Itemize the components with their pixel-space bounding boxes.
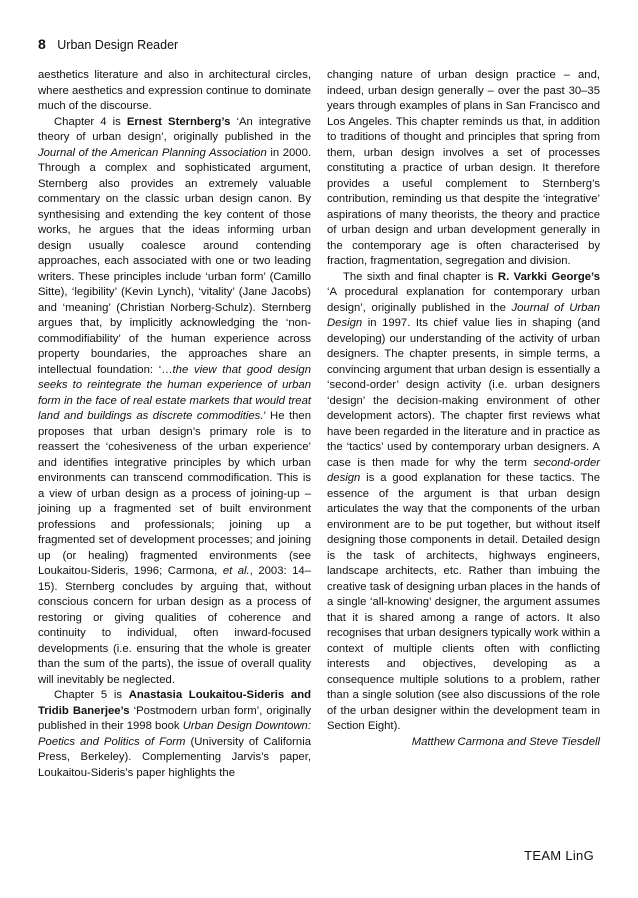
paragraph xyxy=(38,115,311,689)
page-number: 8 xyxy=(38,36,46,52)
running-header xyxy=(38,36,178,52)
paragraph: aesthetics literature and also in architectural circles, where aesthetics and expression continue to dominate much of the discourse. xyxy=(38,69,311,112)
text-run: in 1997. Its chief value lies in shaping (and developing) our understanding of the activity of urban designers. The chapter presents, in simple terms, a convincing argument that urban design is essentially a ‘second-order’ design activity (i.e. urban designers ‘design’ the decision-making environment of other development actors). The chapter first reviews what have been regarded in the literature and in practice as the ‘tactics’ used by contemporary urban designers. A case is then made for why the term xyxy=(327,317,600,469)
bold-run: R. Varkki George’s xyxy=(497,270,601,283)
italic-run: et al. xyxy=(222,565,250,577)
paragraph xyxy=(38,688,311,781)
text-run: ‘A procedural explanation for contemporary urban design’, originally published in the xyxy=(327,286,600,314)
italic-run: the view that good design seeks to reintegrate the human experience of urban form in the face of real estate markets that would treat land and buildings as discrete commodities. xyxy=(38,363,312,422)
text-run: ‘An integrative theory of urban design’, originally published in the xyxy=(38,115,311,143)
italic-run: Journal of the American Planning Association xyxy=(38,146,267,159)
text-run: Chapter 4 is xyxy=(54,115,127,128)
text-run: (University of California Press, Berkeley). Complementing Jarvis’s paper, Loukaitou-Sideris’s paper highlights the xyxy=(38,735,311,779)
paragraph xyxy=(327,270,600,735)
right-column xyxy=(327,68,600,750)
text-run: ’ He then proposes that urban design’s primary role is to reassert the ‘cohesiveness of the urban experience’ and identifies integrative principles by which urban environments can transcend commodification. This is a view of urban design as a process of joining-up – joining up a fragmented set of built environment professions and professionals; joining up a fragmented set of development processes; and joining up (or healing) fragmented environments (see Loukaitou-Sideris, 1996; Carmona, xyxy=(38,410,311,577)
text-run: is a good explanation for these tactics. The essence of the argument is that urban design articulates the way that the components of the urban environment are to be put together, but without itself designing those components in detail. Detailed design is the task of architects, highways engineers, landscape architects, etc. Rather than imbuing the creative task of designing urban places in the hands of a single ‘all-knowing’ designer, the argument assumes that it is shared among a range of actors. It also recognises that urban designers typically work within a context of multiple clients often with conflicting interests and objectives, developing as a consequence multiple solutions to a problem, rather than a single solution (see also discussions of the role of the urban designer within the development team in Section Eight). xyxy=(327,472,600,732)
text-run: ‘Postmodern urban form’, originally published in their 1998 book xyxy=(38,704,311,732)
bold-run: Ernest Sternberg’s xyxy=(126,115,231,128)
footer-watermark: TEAM LinG xyxy=(524,848,594,863)
italic-run: Urban Design Downtown: Poetics and Politics of Form xyxy=(38,720,311,748)
running-title: Urban Design Reader xyxy=(57,38,179,52)
text-run: Chapter 5 is xyxy=(54,689,129,701)
text-run: , 2003: 14–15). Sternberg concludes by arguing that, without conscious concern for urban design as a process of restoring or giving qualities of coherence and continuity to individual, often inward-focused developments (i.e. ensuring that the whole is greater than the sum of the parts), the issue of overall quality will inevitably be neglected. xyxy=(38,565,311,686)
bold-run: Anastasia Loukaitou-Sideris and Tridib Banerjee’s xyxy=(38,689,311,717)
text-run: in 2000. Through a complex and sophisticated argument, Sternberg also provides an extremely valuable commentary on the classic urban design canon. By synthesising and extending the key content of those works, he argues that the ideas informing urban design usually coalesce around contending approaches, each associated with one or two leading writers. These principles include ‘urban form’ (Camillo Sitte), ‘legibility’ (Kevin Lynch), ‘vitality’ (Jane Jacobs) and ‘meaning’ (Christian Norberg-Schulz). Sternberg argues that, by implicitly acknowledging the ‘non-commodifiability’ of the human experience across property boundaries, the approaches share an intellectual foundation: ‘… xyxy=(38,146,311,376)
paragraph: changing nature of urban design practice – and, indeed, urban design generally – over the past 30–35 years through examples of plans in San Francisco and Los Angeles. This chapter reminds us that, in addition to traditions of thought and principles that spring from them, urban design involves a set of processes constituting a practice of urban design. It therefore provides a useful complement to Sternberg’s contribution, reminding us that despite the ‘integrative’ aspirations of many theorists, the theory and practice of urban design and urban development generally in the contemporary age is often characterised by fraction, fragmentation, segregation and division. xyxy=(327,69,600,267)
italic-run: Journal of Urban Design xyxy=(327,301,600,329)
italic-run: second-order design xyxy=(327,456,600,484)
text-run: The sixth and final chapter is xyxy=(343,270,498,283)
left-column xyxy=(38,68,311,781)
author-signature: Matthew Carmona and Steve Tiesdell xyxy=(411,735,600,748)
